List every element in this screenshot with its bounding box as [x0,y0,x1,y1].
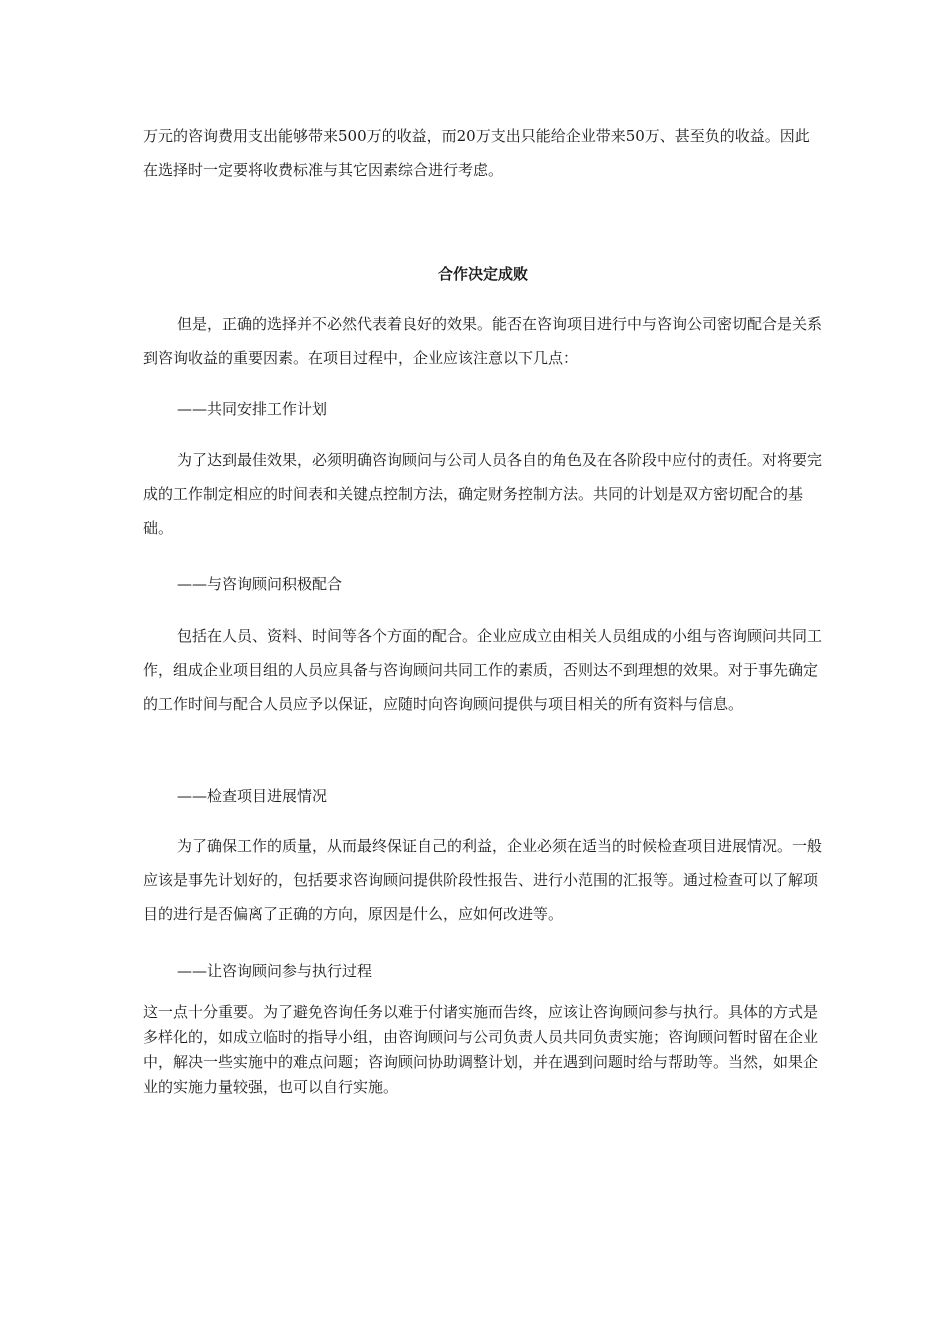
heading-cooperate: ——与咨询顾问积极配合 [177,575,343,593]
body-joint-plan: 为了达到最佳效果，必须明确咨询顾问与公司人员各自的角色及在各阶段中应付的责任。对将要完成的工作制定相应的时间表和关键点控制方法，确定财务控制方法。共同的计划是双方密切配合的基础。 [143,451,823,537]
lead-paragraph: 但是，正确的选择并不必然代表着良好的效果。能否在咨询项目进行中与咨询公司密切配合是关系到咨询收益的重要因素。在项目过程中，企业应该注意以下几点： [143,315,823,367]
heading-involve-consultant: ——让咨询顾问参与执行过程 [177,962,373,980]
body-check-progress: 为了确保工作的质量，从而最终保证自己的利益，企业必须在适当的时候检查项目进展情况。一般应该是事先计划好的，包括要求咨询顾问提供阶段性报告、进行小范围的汇报等。通过检查可以了解项目的进行是否偏离了正确的方向，原因是什么，应如何改进等。 [143,837,823,923]
body-involve-consultant: 这一点十分重要。为了避免咨询任务以难于付诸实施而告终，应该让咨询顾问参与执行。具体的方式是多样化的，如成立临时的指导小组，由咨询顾问与公司负责人员共同负责实施；咨询顾问暂时留在企业中，解决一些实施中的难点问题；咨询顾问协助调整计划，并在遇到问题时给与帮助等。当然，如果企业的实施力量较强，也可以自行实施。 [143,1003,819,1096]
heading-check-progress: ——检查项目进展情况 [177,787,328,805]
heading-joint-plan: ——共同安排工作计划 [177,400,328,418]
body-cooperate: 包括在人员、资料、时间等各个方面的配合。企业应成立由相关人员组成的小组与咨询顾问共同工作，组成企业项目组的人员应具备与咨询顾问共同工作的素质，否则达不到理想的效果。对于事先确定的工作时间与配合人员应予以保证，应随时向咨询顾问提供与项目相关的所有资料与信息。 [143,627,823,713]
intro-paragraph: 万元的咨询费用支出能够带来500万的收益，而20万支出只能给企业带来50万、甚至负的收益。因此在选择时一定要将收费标准与其它因素综合进行考虑。 [143,127,810,179]
section-title: 合作决定成败 [437,265,528,283]
